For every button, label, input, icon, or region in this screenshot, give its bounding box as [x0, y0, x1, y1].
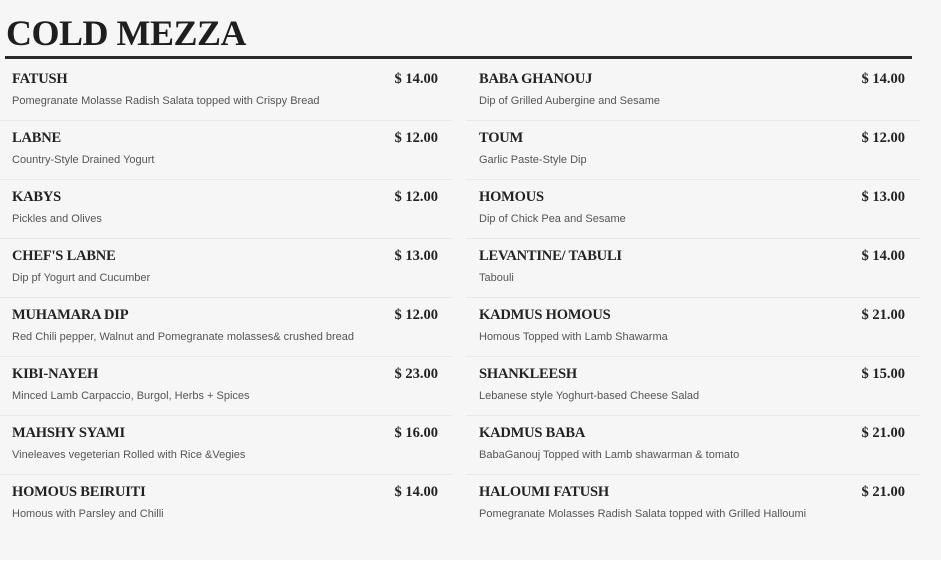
menu-item-description: Red Chili pepper, Walnut and Pomegranate molasses& crushed bread: [12, 331, 355, 343]
menu-item-description: Pomegranate Molasse Radish Salata topped with Crispy Bread: [12, 95, 320, 107]
menu-item: [466, 62, 920, 121]
menu-item: [466, 357, 920, 416]
menu-item-price: $ 12.00: [394, 189, 438, 205]
menu-item-description: BabaGanouj Topped with Lamb shawarman & tomato: [479, 449, 740, 461]
menu-item: [466, 416, 920, 475]
menu-item: [466, 475, 920, 533]
menu-item: [466, 180, 920, 239]
menu-column-right: [466, 62, 920, 533]
menu-item: [466, 298, 920, 357]
menu-item-name: HOMOUS BEIRUITI: [12, 484, 146, 500]
menu-item-name: LEVANTINE/ TABULI: [479, 248, 622, 264]
menu-item: [0, 121, 452, 180]
menu-item-price: $ 13.00: [861, 189, 905, 205]
menu-item-name: FATUSH: [12, 71, 68, 87]
section-title: COLD MEZZA: [6, 13, 247, 53]
menu-item-name: KIBI-NAYEH: [12, 366, 99, 382]
menu-item-name: MUHAMARA DIP: [12, 307, 129, 323]
menu-item: [0, 298, 452, 357]
menu-item-description: Country-Style Drained Yogurt: [12, 154, 155, 166]
menu-item-description: Garlic Paste-Style Dip: [479, 154, 587, 166]
menu-item-name: CHEF'S LABNE: [12, 248, 116, 264]
menu-item-price: $ 14.00: [861, 71, 905, 87]
menu-item-price: $ 14.00: [861, 248, 905, 264]
menu-item-description: Dip of Grilled Aubergine and Sesame: [479, 95, 660, 107]
menu-item-description: Vineleaves vegeterian Rolled with Rice &Vegies: [12, 449, 246, 461]
menu-item-name: TOUM: [479, 130, 524, 146]
menu-item-price: $ 12.00: [861, 130, 905, 146]
menu-column-left: [0, 62, 452, 533]
menu-item-price: $ 15.00: [861, 366, 905, 382]
menu-item-price: $ 12.00: [394, 307, 438, 323]
menu-item-price: $ 21.00: [861, 484, 905, 500]
menu-item-price: $ 21.00: [861, 425, 905, 441]
menu-item-name: LABNE: [12, 130, 61, 146]
menu-item-price: $ 16.00: [394, 425, 438, 441]
menu-item-description: Homous Topped with Lamb Shawarma: [479, 331, 668, 343]
menu-item-price: $ 14.00: [394, 484, 438, 500]
menu-item-name: BABA GHANOUJ: [479, 71, 593, 87]
menu-item-description: Pomegranate Molasses Radish Salata topped with Grilled Halloumi: [479, 508, 807, 520]
menu-item: [0, 357, 452, 416]
menu-item-price: $ 21.00: [861, 307, 905, 323]
menu-item-description: Pickles and Olives: [12, 213, 102, 225]
menu-item-price: $ 13.00: [394, 248, 438, 264]
menu-item: [466, 121, 920, 180]
menu-item-name: HOMOUS: [479, 189, 544, 205]
menu-item-name: MAHSHY SYAMI: [12, 425, 125, 441]
menu-item-name: KADMUS BABA: [479, 425, 586, 441]
menu-item-description: Homous with Parsley and Chilli: [12, 508, 164, 520]
menu-item: [0, 239, 452, 298]
page-bottom-edge: [0, 560, 941, 564]
menu-item-description: Dip pf Yogurt and Cucumber: [12, 272, 151, 284]
menu-item-description: Lebanese style Yoghurt-based Cheese Salad: [479, 390, 700, 402]
menu-item: [0, 475, 452, 533]
menu-item-price: $ 12.00: [394, 130, 438, 146]
menu-item: [466, 239, 920, 298]
menu-item-description: Minced Lamb Carpaccio, Burgol, Herbs + Spices: [12, 390, 250, 402]
menu-item: [0, 62, 452, 121]
menu-item-price: $ 14.00: [394, 71, 438, 87]
menu-item: [0, 180, 452, 239]
menu-item-description: Tabouli: [479, 272, 514, 284]
menu-item-name: HALOUMI FATUSH: [479, 484, 609, 500]
menu-item-description: Dip of Chick Pea and Sesame: [479, 213, 626, 225]
menu-item-name: SHANKLEESH: [479, 366, 577, 382]
menu-item-name: KABYS: [12, 189, 61, 205]
menu-item-name: KADMUS HOMOUS: [479, 307, 611, 323]
menu-item-price: $ 23.00: [394, 366, 438, 382]
menu-item: [0, 416, 452, 475]
title-divider: [5, 56, 912, 59]
